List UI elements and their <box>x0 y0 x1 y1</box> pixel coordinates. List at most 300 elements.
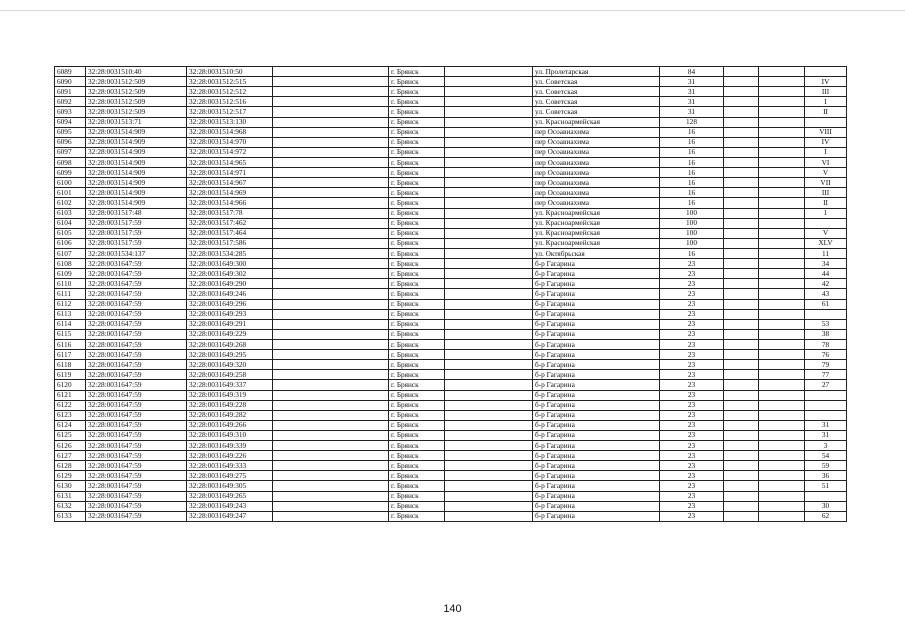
house-number-cell: 31 <box>660 77 724 87</box>
city-cell: г. Брянск <box>389 360 445 370</box>
blank-cell-c <box>724 67 759 77</box>
blank-cell-c <box>724 319 759 329</box>
row-number-cell: 6103 <box>55 208 86 218</box>
object-cadastral-cell: 32:28:0031517:462 <box>187 218 273 228</box>
unit-number-cell: II <box>805 198 847 208</box>
blank-cell-a <box>273 491 389 501</box>
city-cell: г. Брянск <box>389 350 445 360</box>
blank-cell-d <box>759 208 805 218</box>
blank-cell-c <box>724 309 759 319</box>
object-cadastral-cell: 32:28:0031649:300 <box>187 259 273 269</box>
blank-cell-b <box>445 350 533 360</box>
blank-cell-a <box>273 77 389 87</box>
blank-cell-d <box>759 97 805 107</box>
blank-cell-b <box>445 97 533 107</box>
city-cell: г. Брянск <box>389 147 445 157</box>
city-cell: г. Брянск <box>389 107 445 117</box>
table-row <box>55 198 847 208</box>
parcel-cadastral-cell: 32:28:0031647:59 <box>86 491 187 501</box>
unit-number-cell: IV <box>805 77 847 87</box>
blank-cell-b <box>445 67 533 77</box>
blank-cell-a <box>273 97 389 107</box>
blank-cell-d <box>759 299 805 309</box>
object-cadastral-cell: 32:28:0031514:965 <box>187 157 273 167</box>
street-cell: б-р Гагарина <box>533 451 660 461</box>
house-number-cell: 31 <box>660 107 724 117</box>
blank-cell-b <box>445 380 533 390</box>
object-cadastral-cell: 32:28:0031517:78 <box>187 208 273 218</box>
page-top-rule <box>0 10 905 11</box>
city-cell: г. Брянск <box>389 117 445 127</box>
object-cadastral-cell: 32:28:0031512:516 <box>187 97 273 107</box>
house-number-cell: 31 <box>660 87 724 97</box>
row-number-cell: 6089 <box>55 67 86 77</box>
street-cell: б-р Гагарина <box>533 420 660 430</box>
row-number-cell: 6094 <box>55 117 86 127</box>
table-row <box>55 208 847 218</box>
object-cadastral-cell: 32:28:0031649:333 <box>187 461 273 471</box>
blank-cell-b <box>445 218 533 228</box>
street-cell: б-р Гагарина <box>533 501 660 511</box>
row-number-cell: 6096 <box>55 137 86 147</box>
house-number-cell: 16 <box>660 147 724 157</box>
row-number-cell: 6130 <box>55 481 86 491</box>
object-cadastral-cell: 32:28:0031649:293 <box>187 309 273 319</box>
city-cell: г. Брянск <box>389 248 445 258</box>
blank-cell-a <box>273 390 389 400</box>
blank-cell-a <box>273 441 389 451</box>
city-cell: г. Брянск <box>389 309 445 319</box>
unit-number-cell <box>805 390 847 400</box>
city-cell: г. Брянск <box>389 269 445 279</box>
city-cell: г. Брянск <box>389 461 445 471</box>
city-cell: г. Брянск <box>389 451 445 461</box>
table-row <box>55 329 847 339</box>
street-cell: б-р Гагарина <box>533 339 660 349</box>
street-cell: пер Осоавиахима <box>533 178 660 188</box>
blank-cell-a <box>273 319 389 329</box>
blank-cell-c <box>724 97 759 107</box>
row-number-cell: 6117 <box>55 350 86 360</box>
street-cell: б-р Гагарина <box>533 481 660 491</box>
city-cell: г. Брянск <box>389 198 445 208</box>
parcel-cadastral-cell: 32:28:0031647:59 <box>86 299 187 309</box>
blank-cell-c <box>724 511 759 521</box>
blank-cell-d <box>759 501 805 511</box>
parcel-cadastral-cell: 32:28:0031513:71 <box>86 117 187 127</box>
blank-cell-d <box>759 238 805 248</box>
house-number-cell: 23 <box>660 269 724 279</box>
table-row <box>55 178 847 188</box>
house-number-cell: 23 <box>660 511 724 521</box>
blank-cell-d <box>759 87 805 97</box>
house-number-cell: 23 <box>660 370 724 380</box>
blank-cell-d <box>759 248 805 258</box>
blank-cell-d <box>759 491 805 501</box>
street-cell: б-р Гагарина <box>533 289 660 299</box>
city-cell: г. Брянск <box>389 188 445 198</box>
blank-cell-a <box>273 87 389 97</box>
parcel-cadastral-cell: 32:28:0031517:59 <box>86 238 187 248</box>
blank-cell-a <box>273 259 389 269</box>
blank-cell-d <box>759 279 805 289</box>
house-number-cell: 23 <box>660 309 724 319</box>
row-number-cell: 6093 <box>55 107 86 117</box>
blank-cell-b <box>445 248 533 258</box>
blank-cell-b <box>445 400 533 410</box>
street-cell: ул. Советская <box>533 87 660 97</box>
row-number-cell: 6125 <box>55 430 86 440</box>
object-cadastral-cell: 32:28:0031649:310 <box>187 430 273 440</box>
object-cadastral-cell: 32:28:0031514:970 <box>187 137 273 147</box>
object-cadastral-cell: 32:28:0031514:967 <box>187 178 273 188</box>
blank-cell-c <box>724 329 759 339</box>
blank-cell-a <box>273 370 389 380</box>
row-number-cell: 6105 <box>55 228 86 238</box>
blank-cell-b <box>445 238 533 248</box>
row-number-cell: 6121 <box>55 390 86 400</box>
house-number-cell: 23 <box>660 390 724 400</box>
house-number-cell: 23 <box>660 441 724 451</box>
row-number-cell: 6122 <box>55 400 86 410</box>
city-cell: г. Брянск <box>389 329 445 339</box>
city-cell: г. Брянск <box>389 157 445 167</box>
blank-cell-c <box>724 269 759 279</box>
blank-cell-c <box>724 410 759 420</box>
object-cadastral-cell: 32:28:0031649:226 <box>187 451 273 461</box>
city-cell: г. Брянск <box>389 87 445 97</box>
city-cell: г. Брянск <box>389 491 445 501</box>
row-number-cell: 6111 <box>55 289 86 299</box>
street-cell: б-р Гагарина <box>533 350 660 360</box>
object-cadastral-cell: 32:28:0031649:265 <box>187 491 273 501</box>
blank-cell-b <box>445 441 533 451</box>
unit-number-cell <box>805 410 847 420</box>
object-cadastral-cell: 32:28:0031512:517 <box>187 107 273 117</box>
object-cadastral-cell: 32:28:0031649:319 <box>187 390 273 400</box>
blank-cell-a <box>273 339 389 349</box>
parcel-cadastral-cell: 32:28:0031647:59 <box>86 410 187 420</box>
object-cadastral-cell: 32:28:0031649:246 <box>187 289 273 299</box>
object-cadastral-cell: 32:28:0031649:295 <box>187 350 273 360</box>
table-row <box>55 157 847 167</box>
blank-cell-d <box>759 511 805 521</box>
blank-cell-c <box>724 178 759 188</box>
blank-cell-c <box>724 441 759 451</box>
unit-number-cell: II <box>805 107 847 117</box>
street-cell: б-р Гагарина <box>533 259 660 269</box>
house-number-cell: 23 <box>660 360 724 370</box>
blank-cell-c <box>724 147 759 157</box>
row-number-cell: 6124 <box>55 420 86 430</box>
table-row <box>55 97 847 107</box>
blank-cell-a <box>273 380 389 390</box>
blank-cell-c <box>724 238 759 248</box>
row-number-cell: 6100 <box>55 178 86 188</box>
blank-cell-c <box>724 157 759 167</box>
row-number-cell: 6119 <box>55 370 86 380</box>
parcel-cadastral-cell: 32:28:0031514:909 <box>86 188 187 198</box>
house-number-cell: 16 <box>660 157 724 167</box>
blank-cell-a <box>273 218 389 228</box>
blank-cell-b <box>445 471 533 481</box>
row-number-cell: 6102 <box>55 198 86 208</box>
unit-number-cell: 43 <box>805 289 847 299</box>
parcel-cadastral-cell: 32:28:0031514:909 <box>86 127 187 137</box>
house-number-cell: 23 <box>660 491 724 501</box>
object-cadastral-cell: 32:28:0031649:337 <box>187 380 273 390</box>
street-cell: пер Осоавиахима <box>533 188 660 198</box>
street-cell: б-р Гагарина <box>533 410 660 420</box>
street-cell: б-р Гагарина <box>533 329 660 339</box>
table-row <box>55 339 847 349</box>
row-number-cell: 6126 <box>55 441 86 451</box>
object-cadastral-cell: 32:28:0031649:243 <box>187 501 273 511</box>
blank-cell-c <box>724 390 759 400</box>
blank-cell-d <box>759 137 805 147</box>
row-number-cell: 6129 <box>55 471 86 481</box>
unit-number-cell: 42 <box>805 279 847 289</box>
blank-cell-a <box>273 238 389 248</box>
blank-cell-b <box>445 390 533 400</box>
blank-cell-d <box>759 218 805 228</box>
house-number-cell: 23 <box>660 420 724 430</box>
blank-cell-c <box>724 117 759 127</box>
parcel-cadastral-cell: 32:28:0031647:59 <box>86 430 187 440</box>
blank-cell-a <box>273 481 389 491</box>
row-number-cell: 6099 <box>55 168 86 178</box>
row-number-cell: 6116 <box>55 339 86 349</box>
city-cell: г. Брянск <box>389 218 445 228</box>
blank-cell-c <box>724 188 759 198</box>
object-cadastral-cell: 32:28:0031512:515 <box>187 77 273 87</box>
unit-number-cell: 1 <box>805 208 847 218</box>
street-cell: пер Осоавиахима <box>533 147 660 157</box>
parcel-cadastral-cell: 32:28:0031514:909 <box>86 137 187 147</box>
blank-cell-b <box>445 77 533 87</box>
object-cadastral-cell: 32:28:0031649:228 <box>187 400 273 410</box>
blank-cell-b <box>445 451 533 461</box>
table-row <box>55 319 847 329</box>
street-cell: ул. Советская <box>533 97 660 107</box>
blank-cell-c <box>724 87 759 97</box>
house-number-cell: 100 <box>660 238 724 248</box>
row-number-cell: 6104 <box>55 218 86 228</box>
unit-number-cell: 79 <box>805 360 847 370</box>
blank-cell-a <box>273 329 389 339</box>
blank-cell-c <box>724 430 759 440</box>
parcel-cadastral-cell: 32:28:0031647:59 <box>86 501 187 511</box>
blank-cell-c <box>724 127 759 137</box>
row-number-cell: 6095 <box>55 127 86 137</box>
street-cell: б-р Гагарина <box>533 491 660 501</box>
unit-number-cell: VIII <box>805 127 847 137</box>
blank-cell-c <box>724 339 759 349</box>
blank-cell-b <box>445 168 533 178</box>
parcel-cadastral-cell: 32:28:0031512:509 <box>86 87 187 97</box>
blank-cell-a <box>273 269 389 279</box>
blank-cell-a <box>273 228 389 238</box>
unit-number-cell: 27 <box>805 380 847 390</box>
house-number-cell: 23 <box>660 339 724 349</box>
object-cadastral-cell: 32:28:0031649:258 <box>187 370 273 380</box>
row-number-cell: 6107 <box>55 248 86 258</box>
parcel-cadastral-cell: 32:28:0031517:59 <box>86 218 187 228</box>
row-number-cell: 6098 <box>55 157 86 167</box>
street-cell: б-р Гагарина <box>533 430 660 440</box>
row-number-cell: 6110 <box>55 279 86 289</box>
table-row <box>55 248 847 258</box>
blank-cell-c <box>724 208 759 218</box>
blank-cell-b <box>445 147 533 157</box>
table-row <box>55 380 847 390</box>
row-number-cell: 6132 <box>55 501 86 511</box>
blank-cell-d <box>759 481 805 491</box>
city-cell: г. Брянск <box>389 97 445 107</box>
blank-cell-d <box>759 430 805 440</box>
parcel-cadastral-cell: 32:28:0031514:909 <box>86 198 187 208</box>
unit-number-cell: XLV <box>805 238 847 248</box>
blank-cell-c <box>724 279 759 289</box>
blank-cell-d <box>759 198 805 208</box>
city-cell: г. Брянск <box>389 178 445 188</box>
table-row <box>55 451 847 461</box>
blank-cell-d <box>759 350 805 360</box>
parcel-cadastral-cell: 32:28:0031647:59 <box>86 329 187 339</box>
row-number-cell: 6097 <box>55 147 86 157</box>
object-cadastral-cell: 32:28:0031649:305 <box>187 481 273 491</box>
street-cell: ул. Октябрьская <box>533 248 660 258</box>
table-row <box>55 309 847 319</box>
table-row <box>55 87 847 97</box>
city-cell: г. Брянск <box>389 127 445 137</box>
blank-cell-d <box>759 380 805 390</box>
parcel-cadastral-cell: 32:28:0031647:59 <box>86 380 187 390</box>
blank-cell-d <box>759 117 805 127</box>
street-cell: ул. Красноармейская <box>533 238 660 248</box>
street-cell: ул. Советская <box>533 107 660 117</box>
table-row <box>55 147 847 157</box>
parcel-cadastral-cell: 32:28:0031647:59 <box>86 390 187 400</box>
house-number-cell: 23 <box>660 400 724 410</box>
blank-cell-d <box>759 370 805 380</box>
blank-cell-d <box>759 461 805 471</box>
street-cell: б-р Гагарина <box>533 309 660 319</box>
street-cell: пер Осоавиахима <box>533 198 660 208</box>
unit-number-cell: V <box>805 228 847 238</box>
blank-cell-d <box>759 390 805 400</box>
unit-number-cell <box>805 309 847 319</box>
street-cell: б-р Гагарина <box>533 370 660 380</box>
house-number-cell: 128 <box>660 117 724 127</box>
city-cell: г. Брянск <box>389 339 445 349</box>
blank-cell-a <box>273 127 389 137</box>
unit-number-cell: 61 <box>805 299 847 309</box>
city-cell: г. Брянск <box>389 370 445 380</box>
object-cadastral-cell: 32:28:0031649:296 <box>187 299 273 309</box>
table-row <box>55 279 847 289</box>
table-row <box>55 67 847 77</box>
object-cadastral-cell: 32:28:0031514:968 <box>187 127 273 137</box>
object-cadastral-cell: 32:28:0031649:275 <box>187 471 273 481</box>
unit-number-cell: 54 <box>805 451 847 461</box>
parcel-cadastral-cell: 32:28:0031517:59 <box>86 228 187 238</box>
blank-cell-d <box>759 67 805 77</box>
table-row <box>55 471 847 481</box>
house-number-cell: 100 <box>660 218 724 228</box>
house-number-cell: 16 <box>660 168 724 178</box>
city-cell: г. Брянск <box>389 137 445 147</box>
blank-cell-c <box>724 400 759 410</box>
object-cadastral-cell: 32:28:0031514:972 <box>187 147 273 157</box>
unit-number-cell: 59 <box>805 461 847 471</box>
blank-cell-c <box>724 107 759 117</box>
unit-number-cell: III <box>805 87 847 97</box>
blank-cell-d <box>759 360 805 370</box>
blank-cell-d <box>759 339 805 349</box>
unit-number-cell: IV <box>805 137 847 147</box>
blank-cell-b <box>445 289 533 299</box>
house-number-cell: 16 <box>660 248 724 258</box>
unit-number-cell <box>805 67 847 77</box>
street-cell: б-р Гагарина <box>533 441 660 451</box>
city-cell: г. Брянск <box>389 168 445 178</box>
object-cadastral-cell: 32:28:0031649:290 <box>187 279 273 289</box>
blank-cell-a <box>273 248 389 258</box>
table-row <box>55 218 847 228</box>
table-row <box>55 420 847 430</box>
blank-cell-b <box>445 501 533 511</box>
city-cell: г. Брянск <box>389 501 445 511</box>
row-number-cell: 6092 <box>55 97 86 107</box>
blank-cell-a <box>273 188 389 198</box>
row-number-cell: 6115 <box>55 329 86 339</box>
street-cell: б-р Гагарина <box>533 471 660 481</box>
blank-cell-b <box>445 481 533 491</box>
blank-cell-b <box>445 410 533 420</box>
blank-cell-b <box>445 511 533 521</box>
row-number-cell: 6109 <box>55 269 86 279</box>
blank-cell-d <box>759 400 805 410</box>
blank-cell-d <box>759 451 805 461</box>
house-number-cell: 23 <box>660 481 724 491</box>
blank-cell-b <box>445 107 533 117</box>
blank-cell-a <box>273 198 389 208</box>
city-cell: г. Брянск <box>389 279 445 289</box>
house-number-cell: 23 <box>660 461 724 471</box>
parcel-cadastral-cell: 32:28:0031517:48 <box>86 208 187 218</box>
parcel-cadastral-cell: 32:28:0031647:59 <box>86 420 187 430</box>
blank-cell-b <box>445 87 533 97</box>
blank-cell-d <box>759 410 805 420</box>
street-cell: б-р Гагарина <box>533 279 660 289</box>
blank-cell-b <box>445 329 533 339</box>
parcel-cadastral-cell: 32:28:0031510:40 <box>86 67 187 77</box>
blank-cell-c <box>724 461 759 471</box>
unit-number-cell <box>805 400 847 410</box>
house-number-cell: 23 <box>660 501 724 511</box>
city-cell: г. Брянск <box>389 441 445 451</box>
blank-cell-d <box>759 289 805 299</box>
street-cell: ул. Красноармейская <box>533 117 660 127</box>
blank-cell-d <box>759 77 805 87</box>
unit-number-cell: I <box>805 147 847 157</box>
blank-cell-c <box>724 77 759 87</box>
street-cell: б-р Гагарина <box>533 380 660 390</box>
blank-cell-a <box>273 511 389 521</box>
row-number-cell: 6113 <box>55 309 86 319</box>
street-cell: пер Осоавиахима <box>533 168 660 178</box>
